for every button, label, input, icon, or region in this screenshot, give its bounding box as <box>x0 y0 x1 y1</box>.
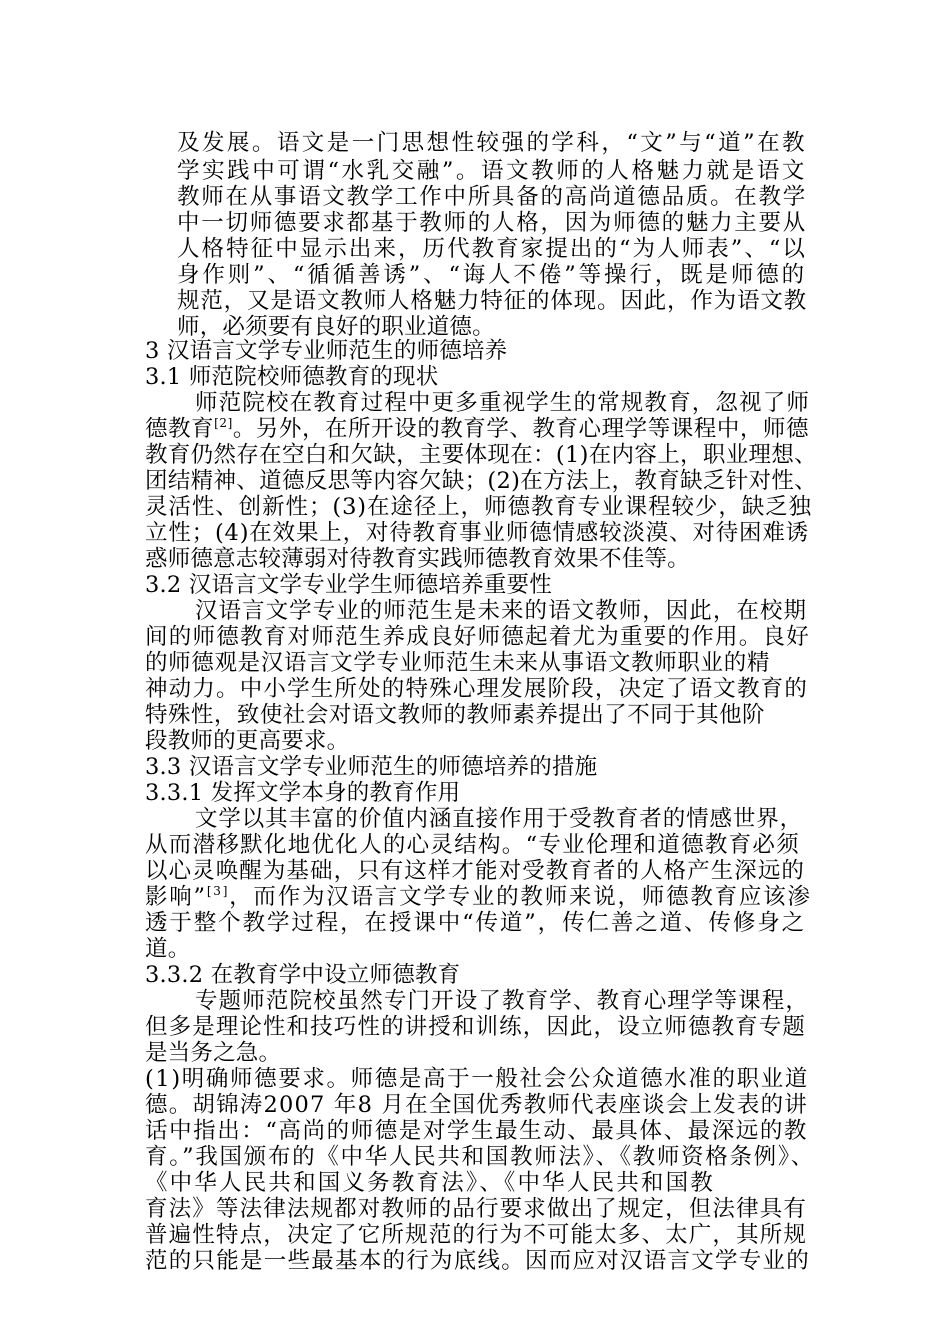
text-line <box>145 442 817 468</box>
text-line <box>145 416 809 442</box>
line-text: (1)明确师德要求。师德是高于一般社会公众道德水准的职业道 <box>145 1066 809 1092</box>
line-text: 普遍性特点，决定了它所规范的行为不可能太多、太广，其所规 <box>145 1222 807 1248</box>
line-text: 是当务之急。 <box>145 1040 282 1066</box>
text-line <box>177 184 807 210</box>
text-line <box>145 468 817 494</box>
line-text: 灵活性、创新性；(3)在途径上，师德教育专业课程较少，缺乏独 <box>145 494 812 520</box>
text-line <box>145 1040 281 1066</box>
line-text: 惑师德意志较薄弱对待教育实践师德教育效果不佳等。 <box>145 546 690 572</box>
line-text: 3.3.1 发挥文学本身的教育作用 <box>145 780 461 806</box>
text-line <box>145 1118 808 1144</box>
text-line <box>177 210 807 236</box>
text-line <box>145 1014 806 1040</box>
text-line <box>145 962 460 988</box>
line-text: 从而潜移默化地优化人的心灵结构。“专业伦理和道德教育必须 <box>145 832 800 858</box>
line-text: 汉语言文学专业的师范生是未来的语文教师，因此，在校期 <box>195 598 807 624</box>
text-line <box>145 858 805 884</box>
line-text-continued: 。另外，在所开设的教育学、教育心理学等课程中，师德 <box>232 416 810 442</box>
text-line <box>177 314 495 340</box>
text-line <box>195 806 803 832</box>
line-text: 影响” <box>145 884 207 910</box>
line-text: 范的只能是一些最基本的行为底线。因而应对汉语言文学专业的 <box>145 1248 810 1274</box>
line-text: 文学以其丰富的价值内涵直接作用于受教育者的情感世界， <box>195 806 803 832</box>
line-text: 《中华人民共和国义务教育法》、《中华人民共和国教 <box>145 1170 715 1196</box>
line-text: 3 汉语言文学专业师范生的师德培养 <box>145 338 508 364</box>
line-text: 3.3 汉语言文学专业师范生的师德培养的措施 <box>145 754 598 780</box>
text-line <box>145 1196 807 1222</box>
text-line <box>145 338 507 364</box>
line-text: 以心灵唤醒为基础，只有这样才能对受教育者的人格产生深远的 <box>145 858 805 884</box>
line-text: 道。 <box>145 936 191 962</box>
text-line <box>195 390 810 416</box>
text-line <box>145 754 597 780</box>
line-text: 德。胡锦涛2007 年8 月在全国优秀教师代表座谈会上发表的讲 <box>145 1092 808 1118</box>
line-text: 3.1 师范院校师德教育的现状 <box>145 364 439 390</box>
text-line <box>177 262 807 288</box>
line-text: 人格特征中显示出来，历代教育家提出的“为人师表”、“以 <box>177 236 807 262</box>
text-line <box>145 1092 808 1118</box>
text-line <box>145 702 765 728</box>
text-line <box>145 780 460 806</box>
text-line <box>145 884 812 910</box>
text-line <box>145 1066 809 1092</box>
line-text: 及发展。语文是一门思想性较强的学科，“文”与“道”在教 <box>177 130 807 156</box>
line-text: 3.3.2 在教育学中设立师德教育 <box>145 962 461 988</box>
text-line <box>145 728 349 754</box>
text-line <box>145 1170 715 1196</box>
line-text: 规范，又是语文教师人格魅力特征的体现。因此，作为语文教 <box>177 288 807 314</box>
line-text: 师范院校在教育过程中更多重视学生的常规教育，忽视了师 <box>195 390 810 416</box>
line-text: 身作则”、“循循善诱”、“诲人不倦”等操行，既是师德的 <box>177 262 807 288</box>
text-line <box>177 236 807 262</box>
line-text: 教育仍然存在空白和欠缺，主要体现在：(1)在内容上，职业理想、 <box>145 442 817 468</box>
text-line <box>145 546 690 572</box>
line-text: 但多是理论性和技巧性的讲授和训练，因此，设立师德教育专题 <box>145 1014 806 1040</box>
text-line <box>145 1144 815 1170</box>
text-line <box>145 936 190 962</box>
line-text: 师，必须要有良好的职业道德。 <box>177 314 495 340</box>
line-text: 话中指出：“高尚的师德是对学生最生动、最具体、最深远的教 <box>145 1118 808 1144</box>
line-text: 育法》等法律法规都对教师的品行要求做出了规定，但法律具有 <box>145 1196 807 1222</box>
citation-ref: [3] <box>206 884 230 898</box>
text-line <box>195 598 807 624</box>
line-text: 学实践中可谓“水乳交融”。语文教师的人格魅力就是语文 <box>177 158 807 184</box>
text-line <box>145 624 810 650</box>
line-text: 育。”我国颁布的《中华人民共和国教师法》、《教师资格条例》、 <box>145 1144 815 1170</box>
line-text: 神动力。中小学生所处的特殊心理发展阶段，决定了语文教育的 <box>145 676 808 702</box>
text-line <box>145 832 800 858</box>
text-line <box>145 1248 810 1274</box>
text-line <box>145 364 438 390</box>
text-line <box>145 1222 807 1248</box>
line-text: 立性；(4)在效果上，对待教育事业师德情感较淡漠、对待困难诱 <box>145 520 809 546</box>
line-text: 的师德观是汉语言文学专业师范生未来从事语文教师职业的精 <box>145 650 770 676</box>
text-line <box>145 650 770 676</box>
text-line <box>145 910 806 936</box>
line-text: 团结精神、道德反思等内容欠缺；(2)在方法上，教育缺乏针对性、 <box>145 468 817 494</box>
line-text: 教师在从事语文教学工作中所具备的高尚道德品质。在教学 <box>177 184 807 210</box>
line-text: 专题师范院校虽然专门开设了教育学、教育心理学等课程， <box>195 988 809 1014</box>
line-text: 德教育 <box>145 416 215 442</box>
text-line <box>195 988 809 1014</box>
line-text: 段教师的更高要求。 <box>145 728 350 754</box>
line-text: 3.2 汉语言文学专业学生师德培养重要性 <box>145 572 552 598</box>
text-line <box>145 520 809 546</box>
text-line <box>145 494 812 520</box>
text-line <box>177 288 807 314</box>
line-text: 中一切师德要求都基于教师的人格，因为师德的魅力主要从 <box>177 210 807 236</box>
line-text: 透于整个教学过程，在授课中“传道”，传仁善之道、传修身之 <box>145 910 806 936</box>
line-text: 特殊性，致使社会对语文教师的教师素养提出了不同于其他阶 <box>145 702 765 728</box>
text-line <box>177 158 807 184</box>
citation-ref: [2] <box>214 416 233 430</box>
line-text: 间的师德教育对师范生养成良好师德起着尤为重要的作用。良好 <box>145 624 810 650</box>
line-text-continued: ，而作为汉语言文学专业的教师来说，师德教育应该渗 <box>229 884 812 910</box>
text-line <box>177 130 807 156</box>
text-line <box>145 572 552 598</box>
text-line <box>145 676 808 702</box>
